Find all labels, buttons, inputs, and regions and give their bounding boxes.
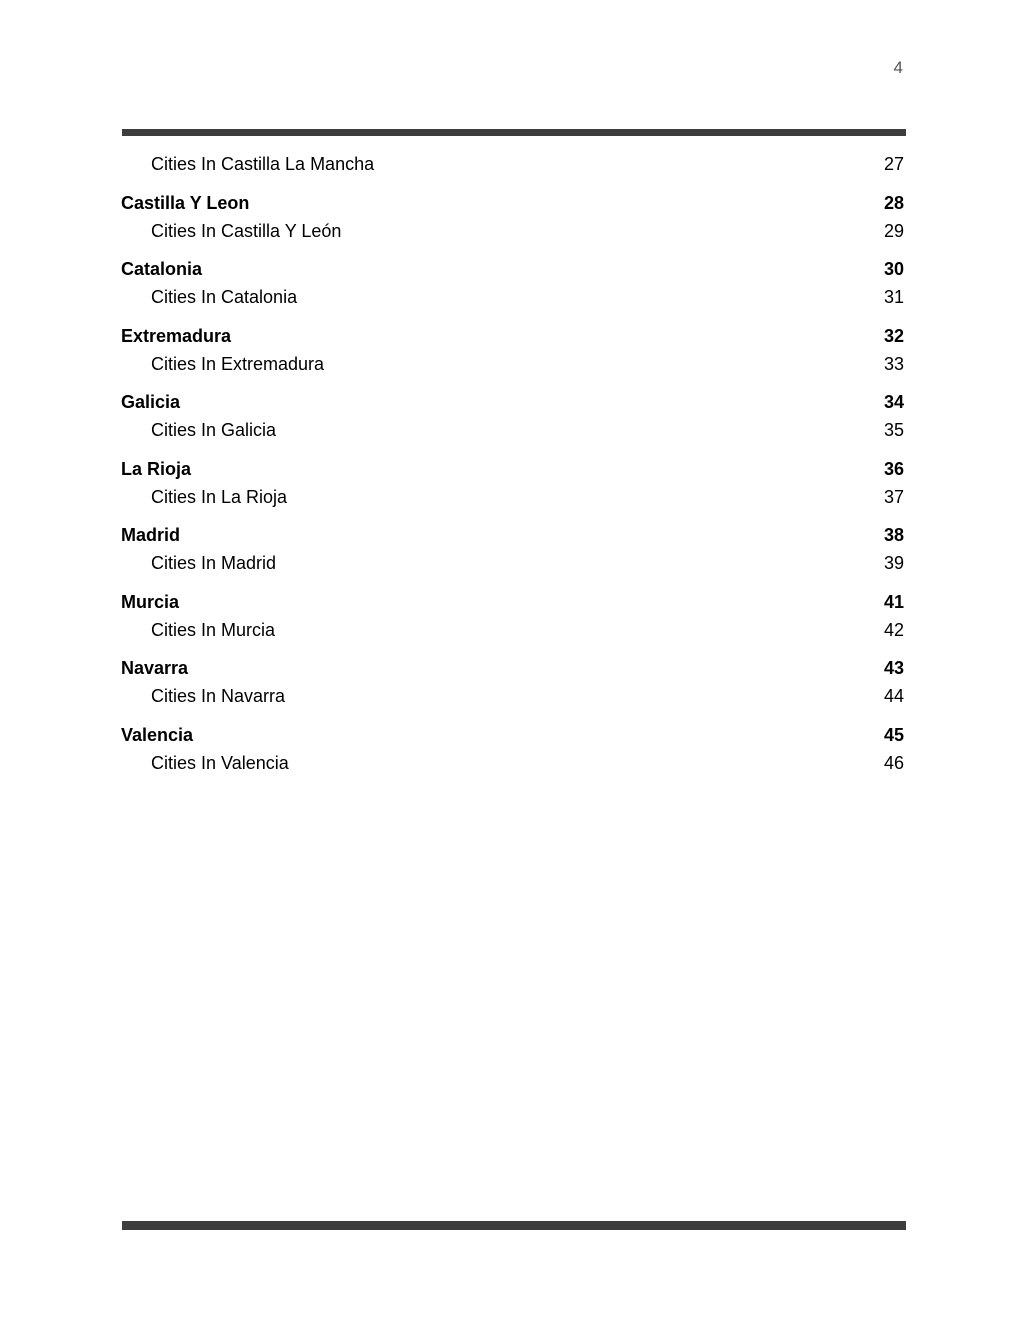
toc-section-title: Castilla Y Leon — [121, 192, 250, 213]
toc-section-galicia[interactable] — [121, 390, 904, 418]
toc-entry-page: 29 — [883, 220, 904, 241]
toc-entry-title: Cities In Castilla La Mancha — [151, 154, 375, 174]
toc-section-la-rioja[interactable] — [121, 457, 904, 485]
toc-section-title: Extremadura — [121, 325, 232, 346]
toc-entry-cities-navarra[interactable] — [121, 684, 904, 712]
toc-section-title: Navarra — [121, 658, 189, 678]
toc-entry-title: Cities In Extremadura — [151, 353, 325, 374]
toc-entry-page: 31 — [883, 287, 904, 307]
toc-entry-page: 27 — [883, 154, 904, 174]
toc-section-valencia[interactable] — [121, 723, 904, 751]
toc-entry-page: 42 — [883, 619, 904, 640]
toc-entry-title: Cities In Madrid — [151, 553, 277, 573]
toc-section-title: Madrid — [121, 525, 181, 545]
toc-section-page: 32 — [883, 325, 904, 346]
toc-entry-page: 39 — [883, 553, 904, 573]
toc-section-catalonia[interactable] — [121, 257, 904, 285]
toc-section-page: 41 — [883, 591, 904, 612]
toc-entry-cities-la-rioja[interactable] — [121, 485, 904, 513]
page-number: 4 — [893, 58, 903, 77]
toc-entry-cities-castilla-la-mancha[interactable] — [121, 152, 904, 180]
bottom-divider — [122, 1221, 906, 1230]
toc-section-title: Catalonia — [121, 259, 203, 279]
toc-entry-page: 33 — [883, 353, 904, 374]
toc-entry-page: 44 — [883, 686, 904, 706]
toc-entry-page: 35 — [883, 420, 904, 440]
toc-entry-title: Cities In Valencia — [151, 752, 289, 773]
toc-entry-cities-madrid[interactable] — [121, 551, 904, 579]
toc-entry-page: 46 — [883, 752, 904, 773]
toc-section-title: Galicia — [121, 392, 181, 412]
toc-section-castilla-y-leon[interactable] — [121, 191, 904, 219]
toc-section-page: 38 — [883, 525, 904, 545]
toc-section-navarra[interactable] — [121, 656, 904, 684]
toc-section-page: 28 — [883, 192, 904, 213]
toc-section-page: 34 — [883, 392, 904, 412]
toc-section-page: 45 — [883, 724, 904, 745]
top-divider — [122, 129, 906, 136]
toc-section-page: 36 — [883, 458, 904, 479]
toc-entry-title: Cities In Navarra — [151, 686, 286, 706]
toc-entry-cities-galicia[interactable] — [121, 418, 904, 446]
toc-entry-cities-extremadura[interactable] — [121, 352, 904, 380]
toc-entry-title: Cities In Catalonia — [151, 287, 298, 307]
toc-entry-page: 37 — [883, 486, 904, 507]
toc-section-page: 30 — [883, 259, 904, 279]
toc-section-extremadura[interactable] — [121, 324, 904, 352]
toc-entry-cities-valencia[interactable] — [121, 751, 904, 779]
toc-section-title: Valencia — [121, 724, 194, 745]
toc-entry-title: Cities In Galicia — [151, 420, 277, 440]
toc-entry-cities-catalonia[interactable] — [121, 285, 904, 313]
toc-section-page: 43 — [883, 658, 904, 678]
toc-entry-cities-castilla-y-leon[interactable] — [121, 219, 904, 247]
table-of-contents — [121, 152, 904, 779]
toc-section-murcia[interactable] — [121, 590, 904, 618]
toc-section-title: La Rioja — [121, 458, 192, 479]
toc-section-title: Murcia — [121, 591, 180, 612]
toc-entry-title: Cities In Murcia — [151, 619, 276, 640]
toc-entry-title: Cities In La Rioja — [151, 486, 288, 507]
toc-entry-title: Cities In Castilla Y León — [151, 220, 342, 241]
toc-section-madrid[interactable] — [121, 523, 904, 551]
toc-entry-cities-murcia[interactable] — [121, 618, 904, 646]
